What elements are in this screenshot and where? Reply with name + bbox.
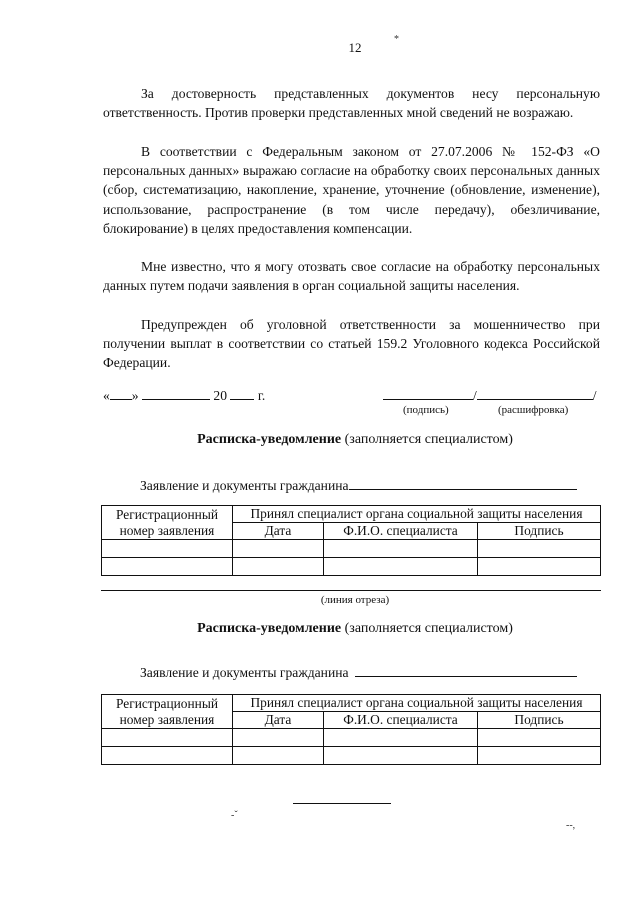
cut-line-label: (линия отреза): [320, 594, 390, 606]
end-line: [293, 803, 391, 804]
decode-caption: (расшифровка): [498, 404, 569, 416]
accepted-header: Принял специалист органа социальной защиты населения: [233, 695, 601, 712]
slash-1: /: [473, 388, 477, 403]
month-blank: [142, 387, 210, 400]
table-row: [102, 558, 601, 576]
paragraph-warning: Предупрежден об уголовной ответственности за мошенничество при получении выплат в соответствии со статьей 159.2 Уголовного кодекса Российской Федерации.: [103, 317, 600, 371]
col-fio: Ф.И.О. специалиста: [324, 523, 478, 540]
cell[interactable]: [102, 558, 233, 576]
paragraph-responsibility: За достоверность представленных документов несу персональную ответственность. Против проверки представленных мной сведений не возражаю.: [103, 86, 600, 121]
date-field[interactable]: [103, 387, 265, 404]
applicant-blank: [349, 477, 577, 490]
table-row: [102, 729, 601, 747]
paragraph-revoke: Мне известно, что я могу отозвать свое согласие на обработку персональных данных путем подачи заявления в орган социальной защиты населения.: [103, 259, 600, 294]
year-blank: [230, 387, 254, 400]
receipt-table-2: [101, 694, 601, 765]
slash-2: /: [592, 388, 597, 403]
receipt-table-1: [101, 505, 601, 576]
cell[interactable]: [324, 747, 478, 765]
cell[interactable]: [102, 540, 233, 558]
scan-speck: --,: [566, 820, 576, 831]
day-blank: [110, 387, 132, 400]
applicant-line-1[interactable]: [140, 477, 577, 494]
cell[interactable]: [324, 558, 478, 576]
col-date: Дата: [233, 523, 324, 540]
paragraph-consent: В соответствии с Федеральным законом от 27.07.2006 № 152-ФЗ «О персональных данных» выражаю согласие на обработку своих персональных данных (сбор, систематизацию, накопление, хранение, уточнение (обновление, изменение), использование, распространение (в том числе передачу), обезличивание, блокирование) в целях предоставления компенсации.: [103, 144, 600, 236]
applicant-label: Заявление и документы гражданина: [140, 665, 349, 680]
signature-blank: [383, 387, 473, 400]
receipt-heading-2: [0, 621, 640, 637]
cell[interactable]: [478, 729, 601, 747]
receipt-heading-bold: Расписка-уведомление: [197, 621, 342, 636]
table-row: [102, 747, 601, 765]
reg-header: Регистрационный номер заявления: [102, 506, 233, 540]
receipt-heading-1: [0, 432, 640, 448]
page-number: 12: [348, 40, 362, 55]
cell[interactable]: [233, 540, 324, 558]
col-date: Дата: [233, 712, 324, 729]
accepted-header: Принял специалист органа социальной защиты населения: [233, 506, 601, 523]
sign-caption: (подпись): [403, 404, 449, 416]
cell[interactable]: [233, 729, 324, 747]
year-suffix: г.: [257, 388, 266, 403]
applicant-blank: [355, 664, 577, 677]
quote-close: »: [131, 388, 139, 403]
applicant-line-2[interactable]: [140, 664, 577, 681]
receipt-heading-rest: (заполняется специалистом): [341, 621, 513, 636]
receipt-heading-bold: Расписка-уведомление: [197, 432, 342, 447]
cell[interactable]: [478, 540, 601, 558]
cell[interactable]: [102, 729, 233, 747]
year-prefix: 20: [213, 388, 227, 403]
signature-field[interactable]: [383, 387, 597, 404]
cut-line: [101, 590, 601, 591]
scan-speck: -ˇ: [231, 810, 238, 821]
cell[interactable]: [324, 540, 478, 558]
cell[interactable]: [478, 558, 601, 576]
applicant-label: Заявление и документы гражданина: [140, 478, 349, 493]
cell[interactable]: [102, 747, 233, 765]
cell[interactable]: [324, 729, 478, 747]
col-sign: Подпись: [478, 523, 601, 540]
quote-open: «: [103, 388, 110, 403]
decode-blank: [477, 387, 593, 400]
col-sign: Подпись: [478, 712, 601, 729]
reg-header: Регистрационный номер заявления: [102, 695, 233, 729]
signature-row: [103, 387, 600, 419]
receipt-heading-rest: (заполняется специалистом): [341, 432, 513, 447]
col-fio: Ф.И.О. специалиста: [324, 712, 478, 729]
cell[interactable]: [233, 558, 324, 576]
cell[interactable]: [233, 747, 324, 765]
cell[interactable]: [478, 747, 601, 765]
table-row: [102, 540, 601, 558]
scan-speck: *: [394, 34, 399, 45]
